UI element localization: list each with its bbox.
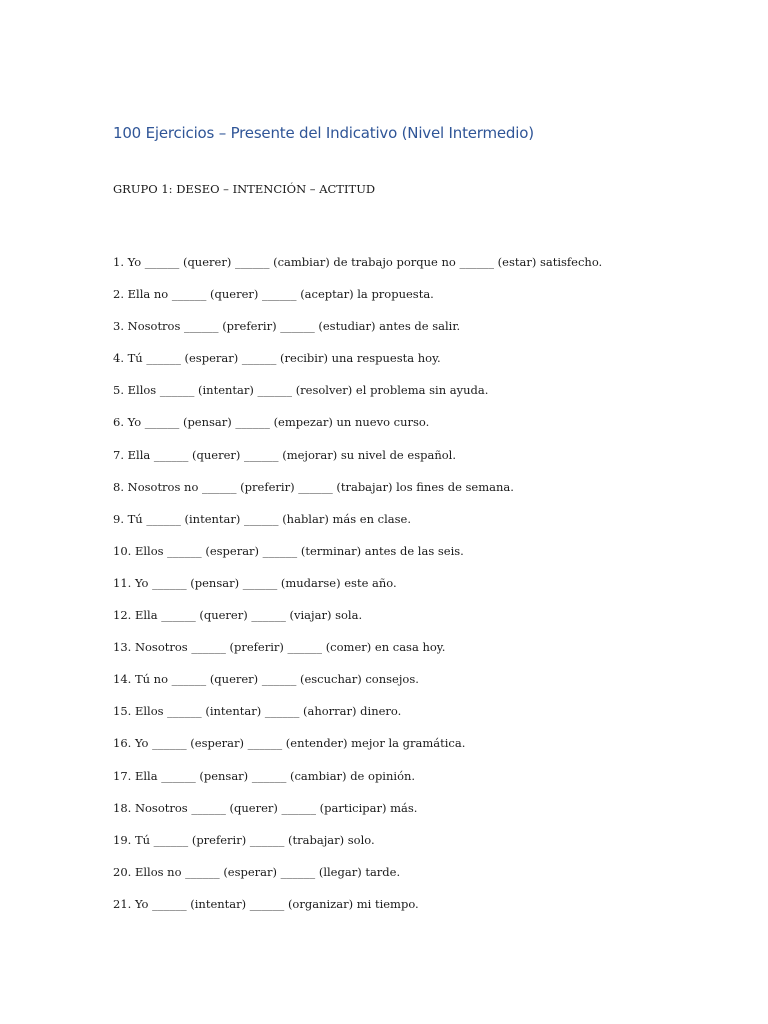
exercise-item: 19. Tú ______ (preferir) ______ (trabajar) solo.: [113, 832, 375, 847]
exercise-item: 17. Ella ______ (pensar) ______ (cambiar) de opinión.: [113, 768, 416, 783]
group-heading: GRUPO 1: DESEO – INTENCIÓN – ACTITUD: [113, 182, 376, 196]
exercise-item: 10. Ellos ______ (esperar) ______ (terminar) antes de las seis.: [113, 543, 464, 558]
exercise-item: 3. Nosotros ______ (preferir) ______ (estudiar) antes de salir.: [113, 319, 461, 334]
exercise-item: 20. Ellos no ______ (esperar) ______ (llegar) tarde.: [113, 864, 401, 879]
exercise-item: 2. Ella no ______ (querer) ______ (aceptar) la propuesta.: [113, 287, 434, 302]
exercise-item: 1. Yo ______ (querer) ______ (cambiar) de trabajo porque no ______ (estar) satisfecho.: [113, 255, 603, 269]
exercise-item: 15. Ellos ______ (intentar) ______ (ahorrar) dinero.: [113, 704, 402, 719]
exercise-item: 7. Ella ______ (querer) ______ (mejorar) su nivel de español.: [113, 447, 456, 462]
exercise-item: 8. Nosotros no ______ (preferir) ______ (trabajar) los fines de semana.: [113, 479, 514, 494]
exercise-list: [113, 246, 602, 920]
exercise-item: 16. Yo ______ (esperar) ______ (entender) mejor la gramática.: [113, 736, 466, 751]
page-title: 100 Ejercicios – Presente del Indicativo (Nivel Intermedio): [113, 124, 534, 142]
exercise-item: 5. Ellos ______ (intentar) ______ (resolver) el problema sin ayuda.: [113, 383, 489, 398]
exercise-item: 12. Ella ______ (querer) ______ (viajar) sola.: [113, 608, 363, 623]
exercise-item: 11. Yo ______ (pensar) ______ (mudarse) este año.: [113, 575, 397, 590]
exercise-item: 14. Tú no ______ (querer) ______ (escuchar) consejos.: [113, 672, 419, 687]
exercise-item: 18. Nosotros ______ (querer) ______ (participar) más.: [113, 800, 418, 815]
exercise-item: 13. Nosotros ______ (preferir) ______ (comer) en casa hoy.: [113, 640, 446, 655]
exercise-item: 6. Yo ______ (pensar) ______ (empezar) un nuevo curso.: [113, 415, 430, 430]
exercise-item: 9. Tú ______ (intentar) ______ (hablar) más en clase.: [113, 511, 412, 526]
exercise-item: 4. Tú ______ (esperar) ______ (recibir) una respuesta hoy.: [113, 351, 441, 366]
exercise-item: 21. Yo ______ (intentar) ______ (organizar) mi tiempo.: [113, 896, 419, 911]
